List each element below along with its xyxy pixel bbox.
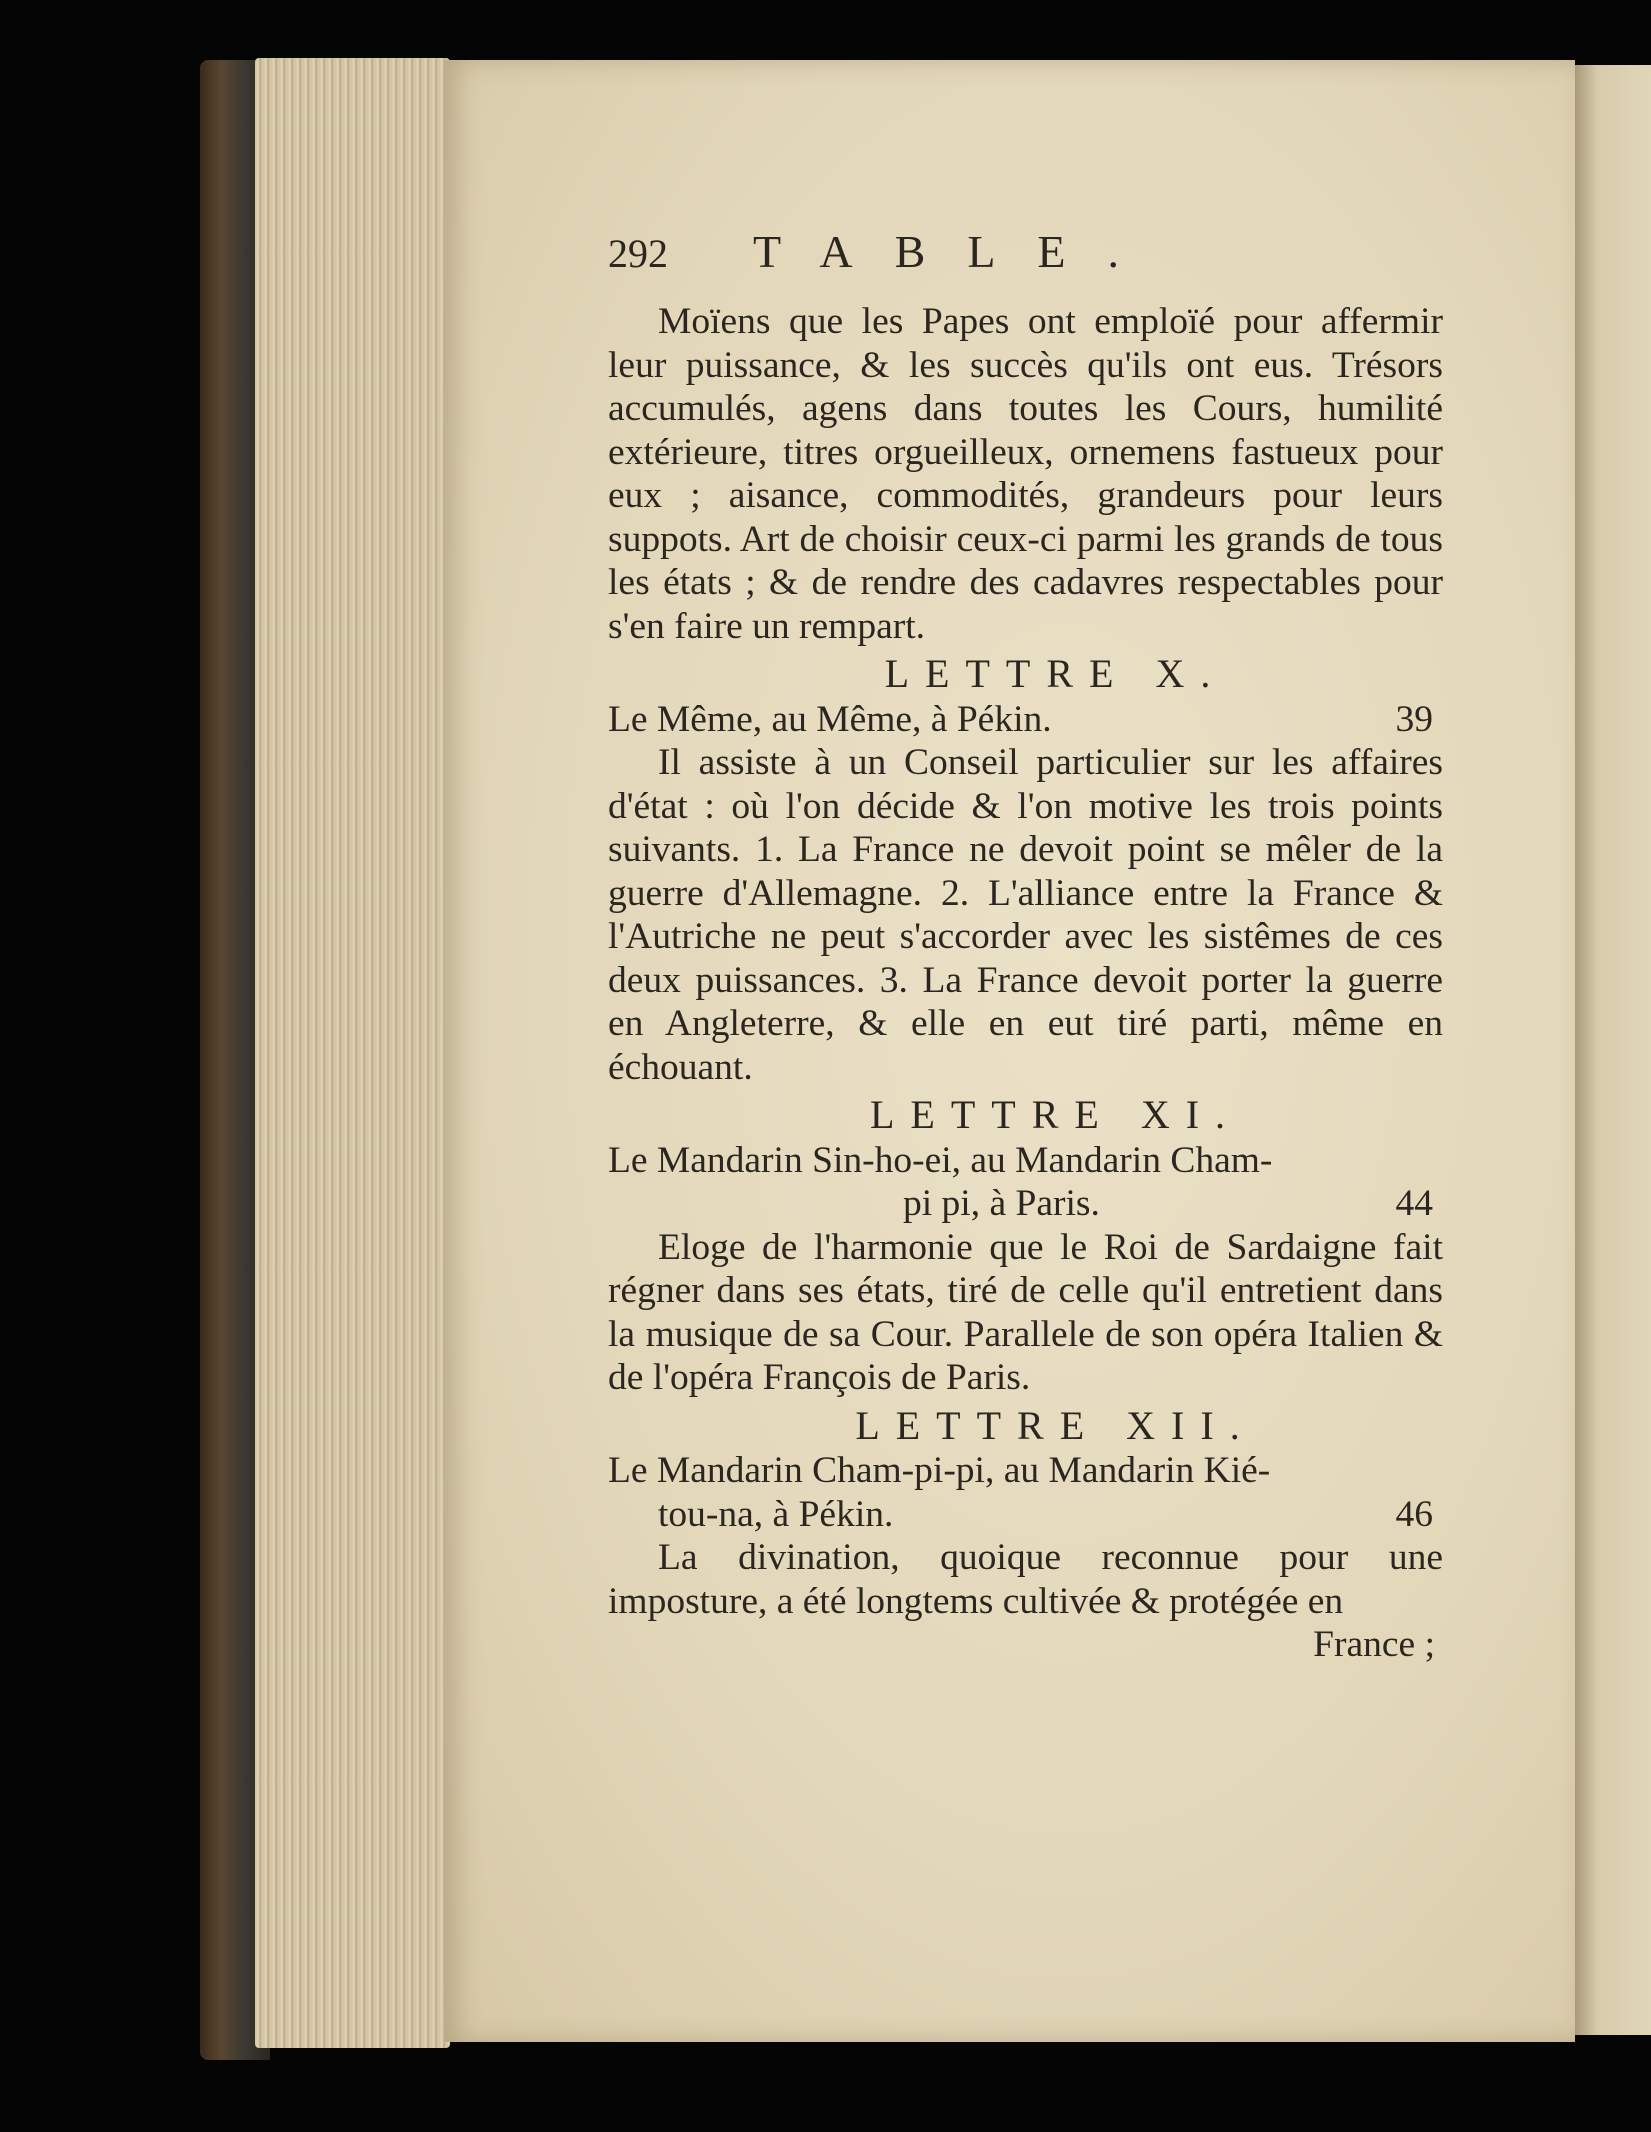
page-number: 292 [608,231,668,276]
lettre-x-page: 39 [1395,698,1433,740]
lettre-x-entry-text: Le Même, au Même, à Pékin. [608,698,1052,740]
lettre-xi-page: 44 [1395,1183,1433,1224]
page-edges [255,58,450,2048]
lettre-xii-heading: LETTRE XII. [855,1402,1256,1448]
lettre-xi-entry-line1: Le Mandarin Sin-ho-ei, au Mandarin Cham- [608,1139,1273,1181]
lettre-xi-entry-text: pi pi, à Paris. [903,1183,1100,1224]
catchword: France ; [1313,1624,1435,1665]
facing-page-edge [1575,65,1651,2035]
running-head [608,226,1443,300]
lettre-x-summary: Il assiste à un Conseil particulier sur les affaires d'état : où l'on décide & l'on motive les trois points suivants. 1. La France ne devoit point se mêler de la guerre d'Allemagne. 2. L'alliance entre la France & l'Autriche ne peut s'accorder avec les sistêmes de ces deux puissances. 3. La France devoit porter la guerre en Angleterre, & elle en eut tiré parti, même en échouant. [608,742,1443,1088]
lettre-x-heading: LETTRE X. [884,651,1227,696]
lettre-xii-entry-line2 [608,1493,1443,1537]
lettre-xii-summary: La divination, quoique reconnue pour une imposture, a été longtems cultivée & protégée en [608,1537,1443,1622]
lettre-xi-entry-line2 [608,1182,1443,1226]
lettre-xii-entry-text: tou-na, à Pékin. [658,1493,894,1535]
lettre-x-entry [608,698,1443,742]
lettre-xi-summary: Eloge de l'harmonie que le Roi de Sardaigne fait régner dans ses états, tiré de celle qu'il entretient dans la musique de sa Cour. Parallele de son opéra Italien & de l'opéra François de Paris. [608,1226,1443,1398]
page-text [608,226,1443,1667]
lettre-xi-heading: LETTRE XI. [869,1092,1242,1137]
intro-paragraph: Moïens que les Papes ont emploïé pour affermir leur puissance, & les succès qu'ils ont eus. Trésors accumulés, agens dans toutes les Cours, humilité extérieure, titres orgueilleux, ornemens fastueux pour eux ; aisance, commodités, grandeurs pour leurs suppots. Art de choisir ceux-ci parmi les grands de tous les états ; & de rendre des cadavres respectables pour s'en faire un rempart. [608,301,1443,647]
lettre-xii-entry-line1: Le Mandarin Cham-pi-pi, au Mandarin Kié- [608,1450,1271,1491]
page-title: TABLE. [753,226,1162,277]
lettre-xii-page: 46 [1395,1493,1433,1535]
